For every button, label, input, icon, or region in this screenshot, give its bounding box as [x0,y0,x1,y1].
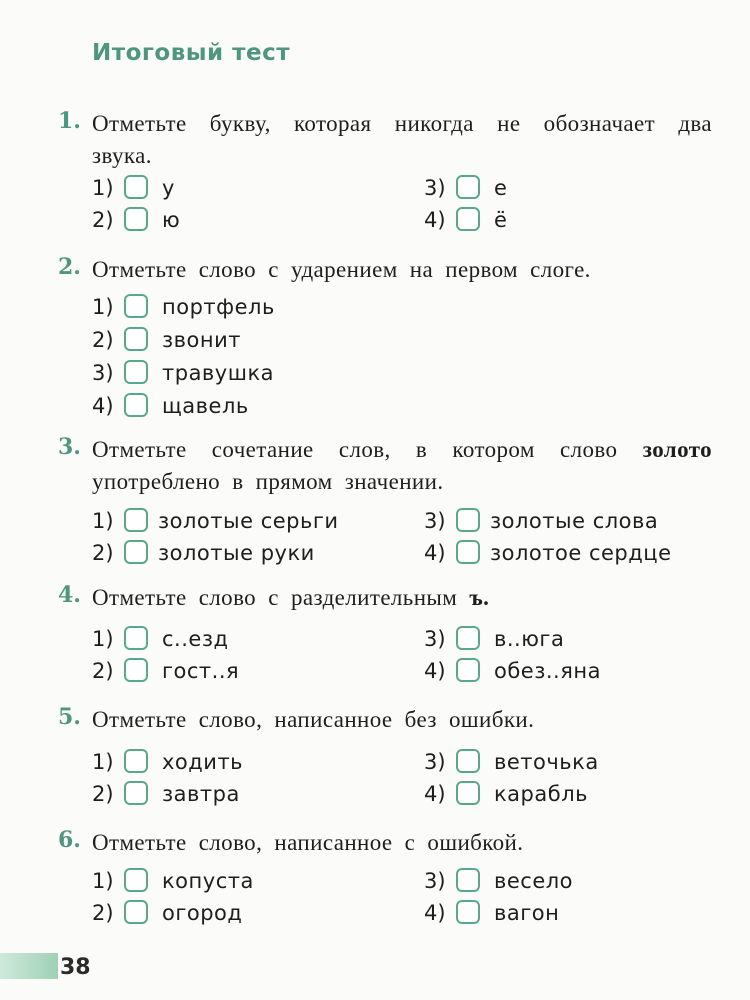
q4-option-4[interactable] [424,655,601,687]
question-number: 2. [58,254,81,280]
option-number: 4) [424,208,446,232]
option-number: 3) [424,176,446,200]
answer-checkbox[interactable] [124,360,148,384]
question-text-part: Отметьте сочетание слов, в котором слово [92,437,643,462]
q5-option-3[interactable] [424,746,599,778]
option-text: золотые серьги [158,509,339,533]
option-number: 1) [92,750,114,774]
q4-option-1[interactable] [92,623,229,655]
answer-checkbox[interactable] [124,749,148,773]
option-text: весело [494,869,574,893]
q4-option-2[interactable] [92,655,239,687]
answer-checkbox[interactable] [456,626,480,650]
answer-checkbox[interactable] [124,781,148,805]
answer-checkbox[interactable] [124,900,148,924]
q1-option-2[interactable] [92,204,180,236]
option-number: 3) [424,869,446,893]
option-number: 1) [92,176,114,200]
answer-checkbox[interactable] [124,508,148,532]
option-text: золотое сердце [490,541,672,565]
q2-option-4[interactable] [92,390,249,422]
option-number: 4) [424,541,446,565]
option-number: 3) [424,750,446,774]
question-text-part: Отметьте слово с разделительным [92,585,470,610]
q2-option-3[interactable] [92,357,274,389]
answer-checkbox[interactable] [124,868,148,892]
question-text: Отметьте букву, которая никогда не обозначает два звука. [92,111,712,168]
question-text [92,434,712,498]
option-text: звонит [162,328,242,352]
question-text: Отметьте слово, написанное без ошибки. [92,707,535,732]
option-number: 1) [92,869,114,893]
question-number: 5. [58,704,81,730]
option-number: 2) [92,659,114,683]
option-text: с..езд [162,627,229,651]
question-number: 4. [58,582,81,608]
question-number: 3. [58,434,81,460]
answer-checkbox[interactable] [456,900,480,924]
q2-option-2[interactable] [92,324,241,356]
answer-checkbox[interactable] [124,540,148,564]
answer-checkbox[interactable] [456,175,480,199]
q3-option-4[interactable] [424,537,672,569]
q6-option-2[interactable] [92,897,242,929]
answer-checkbox[interactable] [456,207,480,231]
question-number: 1. [58,108,81,134]
option-text: е [494,176,508,200]
question-text [92,582,712,614]
option-number: 2) [92,541,114,565]
option-text: копуста [162,869,254,893]
option-text: травушка [162,361,275,385]
answer-checkbox[interactable] [456,781,480,805]
option-number: 1) [92,627,114,651]
q4-option-3[interactable] [424,623,564,655]
option-text: у [162,176,175,200]
option-number: 2) [92,901,114,925]
option-text: ю [162,208,181,232]
question-keyword: ъ. [469,585,490,610]
answer-checkbox[interactable] [124,294,148,318]
option-number: 4) [424,901,446,925]
option-text: веточька [494,750,599,774]
q5-option-4[interactable] [424,778,588,810]
answer-checkbox[interactable] [456,749,480,773]
option-number: 2) [92,782,114,806]
q3-option-1[interactable] [92,505,339,537]
option-text: гост..я [162,659,240,683]
q3-option-2[interactable] [92,537,315,569]
q6-option-4[interactable] [424,897,559,929]
option-text: завтра [162,782,240,806]
option-text: в..юга [494,627,565,651]
option-number: 4) [424,659,446,683]
answer-checkbox[interactable] [456,508,480,532]
question-text-part: употреблено в прямом значении. [92,469,444,494]
answer-checkbox[interactable] [124,658,148,682]
option-text: вагон [494,901,560,925]
q1-option-1[interactable] [92,172,175,204]
question-number: 6. [58,827,81,853]
q6-option-1[interactable] [92,865,254,897]
option-text: золотые руки [158,541,315,565]
option-number: 1) [92,509,114,533]
option-number: 3) [424,509,446,533]
option-number: 3) [424,627,446,651]
answer-checkbox[interactable] [456,868,480,892]
option-text: обез..яна [494,659,601,683]
answer-checkbox[interactable] [456,658,480,682]
option-text: огород [162,901,243,925]
option-text: портфель [162,295,275,319]
q5-option-2[interactable] [92,778,240,810]
question-text: Отметьте слово с ударением на первом слоге. [92,257,591,282]
q3-option-3[interactable] [424,505,658,537]
answer-checkbox[interactable] [456,540,480,564]
option-text: золотые слова [490,509,659,533]
option-number: 1) [92,295,114,319]
option-text: щавель [162,394,249,418]
option-text: ходить [162,750,244,774]
option-number: 2) [92,328,114,352]
q6-option-3[interactable] [424,865,573,897]
option-number: 3) [92,361,114,385]
answer-checkbox[interactable] [124,175,148,199]
page-number: 38 [60,955,91,980]
page-title: Итоговый тест [92,40,291,66]
answer-checkbox[interactable] [124,327,148,351]
page-number-bar [0,953,58,979]
question-text: Отметьте слово, написанное с ошибкой. [92,830,524,855]
answer-checkbox[interactable] [124,626,148,650]
option-number: 2) [92,208,114,232]
q5-option-1[interactable] [92,746,243,778]
option-number: 4) [424,782,446,806]
answer-checkbox[interactable] [124,393,148,417]
option-text: карабль [494,782,589,806]
answer-checkbox[interactable] [124,207,148,231]
option-text: ё [494,208,508,232]
option-number: 4) [92,394,114,418]
question-keyword: золото [642,437,712,462]
q1-option-4[interactable] [424,204,507,236]
q1-option-3[interactable] [424,172,507,204]
q2-option-1[interactable] [92,291,275,323]
